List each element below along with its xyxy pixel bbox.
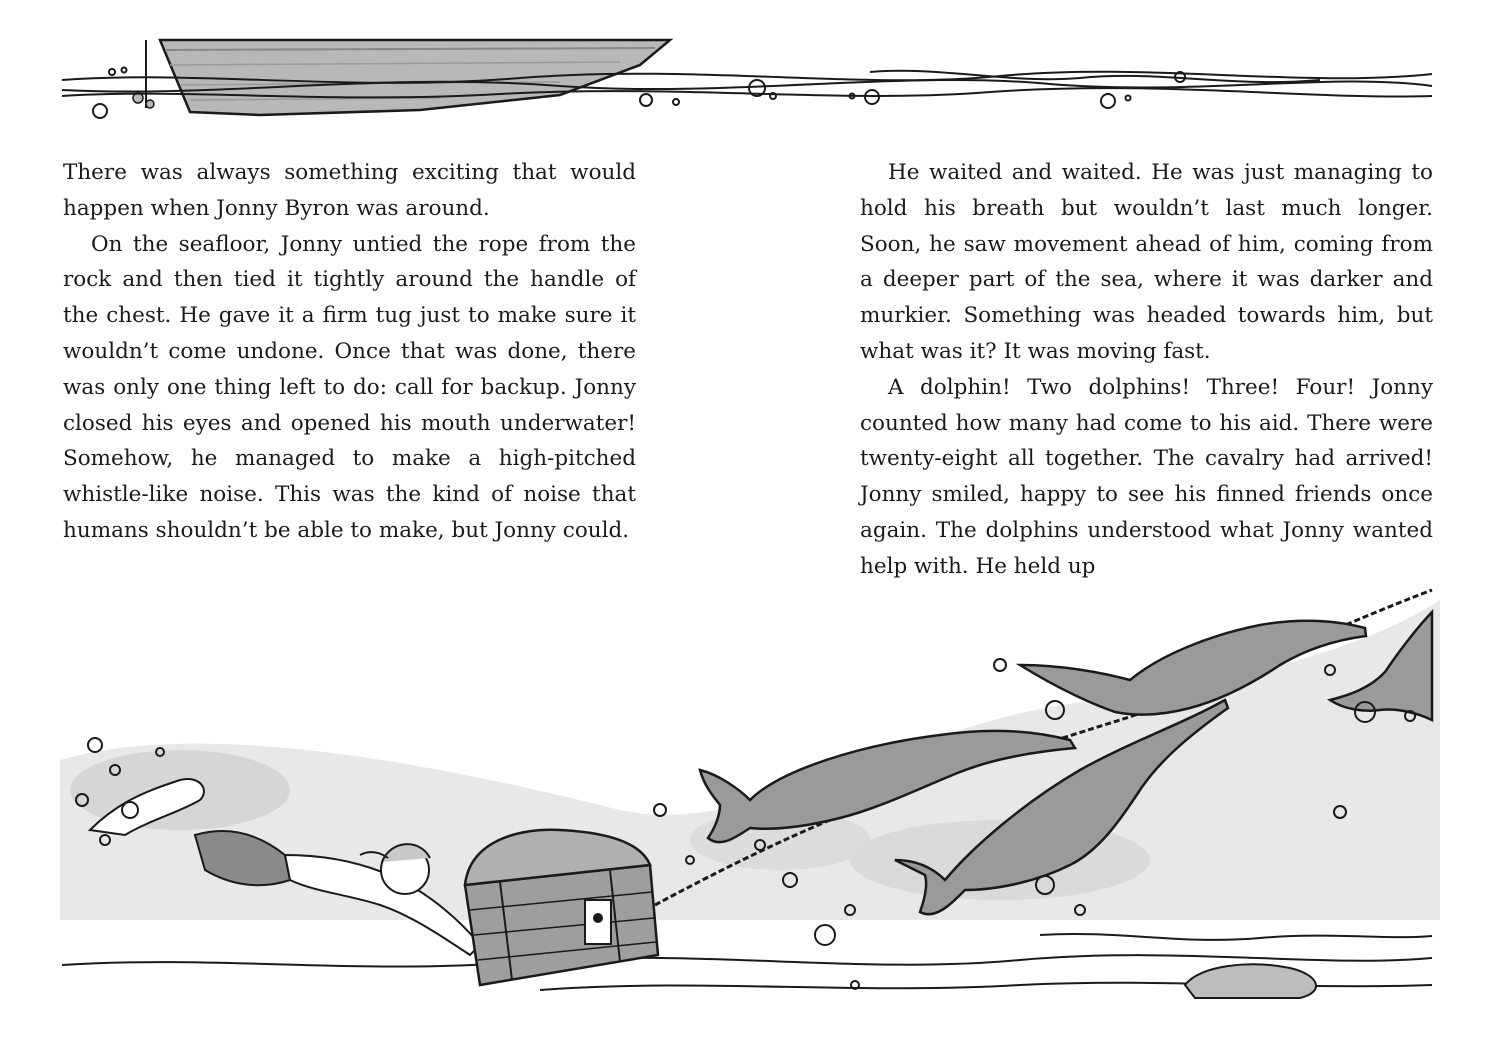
dolphins-chest-illustration <box>0 565 1500 1061</box>
paragraph: A dolphin! Two dolphins! Three! Four! Jonny counted how many had come to his aid. There were twenty-eight all together. The cavalry had arrived! Jonny smiled, happy to see his finned friends once again. The dolphins understood what Jonny wanted help with. He held up <box>860 374 1433 579</box>
left-text-column <box>63 155 636 549</box>
boat-hull <box>160 40 670 115</box>
paragraph: He waited and waited. He was just managing to hold his breath but wouldn’t last much longer. Soon, he saw movement ahead of him, coming from a deeper part of the sea, where it was darker and murkier. Something was headed towards him, but what was it? It was moving fast. <box>860 160 1433 364</box>
boat-surface-illustration <box>0 0 1500 140</box>
right-text-column <box>860 155 1433 585</box>
anchor-line <box>133 40 154 108</box>
seafloor-rock <box>1185 964 1316 998</box>
paragraph: On the seafloor, Jonny untied the rope from the rock and then tied it tightly around the handle of the chest. He gave it a firm tug just to make sure it wouldn’t come undone. Once that was done, there was only one thing left to do: call for backup. Jonny closed his eyes and opened his mouth underwater! Somehow, he managed to make a high-pitched whistle-like noise. This was the kind of noise that humans shouldn’t be able to make, but Jonny could. <box>63 231 636 543</box>
paragraph: There was always something exciting that would happen when Jonny Byron was around. <box>63 160 636 221</box>
treasure-chest <box>465 830 658 985</box>
